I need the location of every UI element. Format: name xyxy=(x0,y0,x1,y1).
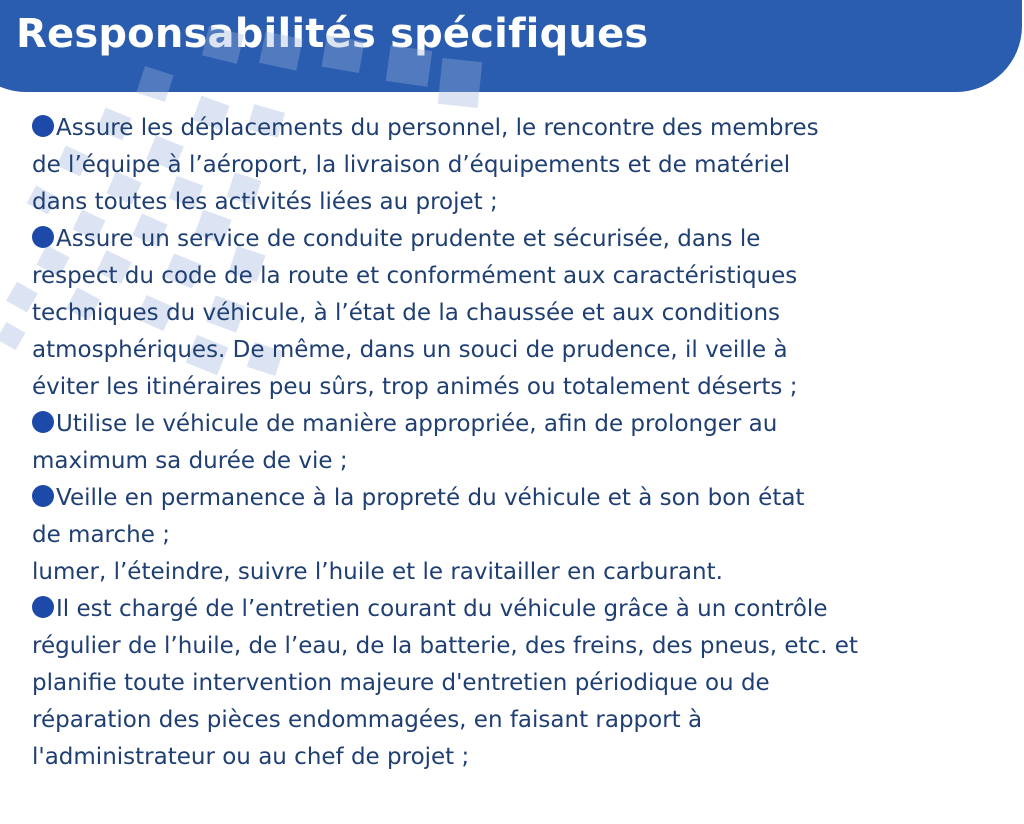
line: planifie toute intervention majeure d'entretien périodique ou de xyxy=(32,670,770,696)
line: respect du code de la route et conformément aux caractéristiques xyxy=(32,263,798,289)
paragraph xyxy=(32,110,1007,221)
line: atmosphériques. De même, dans un souci de prudence, il veille à xyxy=(32,337,788,363)
line: de marche ; xyxy=(32,522,170,548)
line: Assure les déplacements du personnel, le rencontre des membres xyxy=(56,115,819,141)
paragraph xyxy=(32,554,1007,591)
bullet-icon xyxy=(32,226,54,248)
line: techniques du véhicule, à l’état de la chaussée et aux conditions xyxy=(32,300,781,326)
paragraph xyxy=(32,480,1007,554)
line: de l’équipe à l’aéroport, la livraison d’équipements et de matériel xyxy=(32,152,791,178)
line: Assure un service de conduite prudente et sécurisée, dans le xyxy=(56,226,761,252)
line: maximum sa durée de vie ; xyxy=(32,448,348,474)
line: réparation des pièces endommagées, en faisant rapport à xyxy=(32,707,703,733)
paragraph xyxy=(32,221,1007,406)
paragraph xyxy=(32,591,1007,776)
line: Il est chargé de l’entretien courant du véhicule grâce à un contrôle xyxy=(56,596,828,622)
responsibilities-list xyxy=(32,110,1007,776)
line: lumer, l’éteindre, suivre l’huile et le ravitailler en carburant. xyxy=(32,559,723,585)
bullet-icon xyxy=(32,411,54,433)
bullet-icon xyxy=(32,596,54,618)
paragraph xyxy=(32,406,1007,480)
line: régulier de l’huile, de l’eau, de la batterie, des freins, des pneus, etc. et xyxy=(32,633,858,659)
bullet-icon xyxy=(32,485,54,507)
line: dans toutes les activités liées au projet ; xyxy=(32,189,498,215)
line: Utilise le véhicule de manière appropriée, afin de prolonger au xyxy=(56,411,778,437)
line: éviter les itinéraires peu sûrs, trop animés ou totalement déserts ; xyxy=(32,374,798,400)
line: Veille en permanence à la propreté du véhicule et à son bon état xyxy=(56,485,805,511)
bullet-icon xyxy=(32,115,54,137)
line: l'administrateur ou au chef de projet ; xyxy=(32,744,470,770)
page-title: Responsabilités spécifiques xyxy=(16,11,649,57)
